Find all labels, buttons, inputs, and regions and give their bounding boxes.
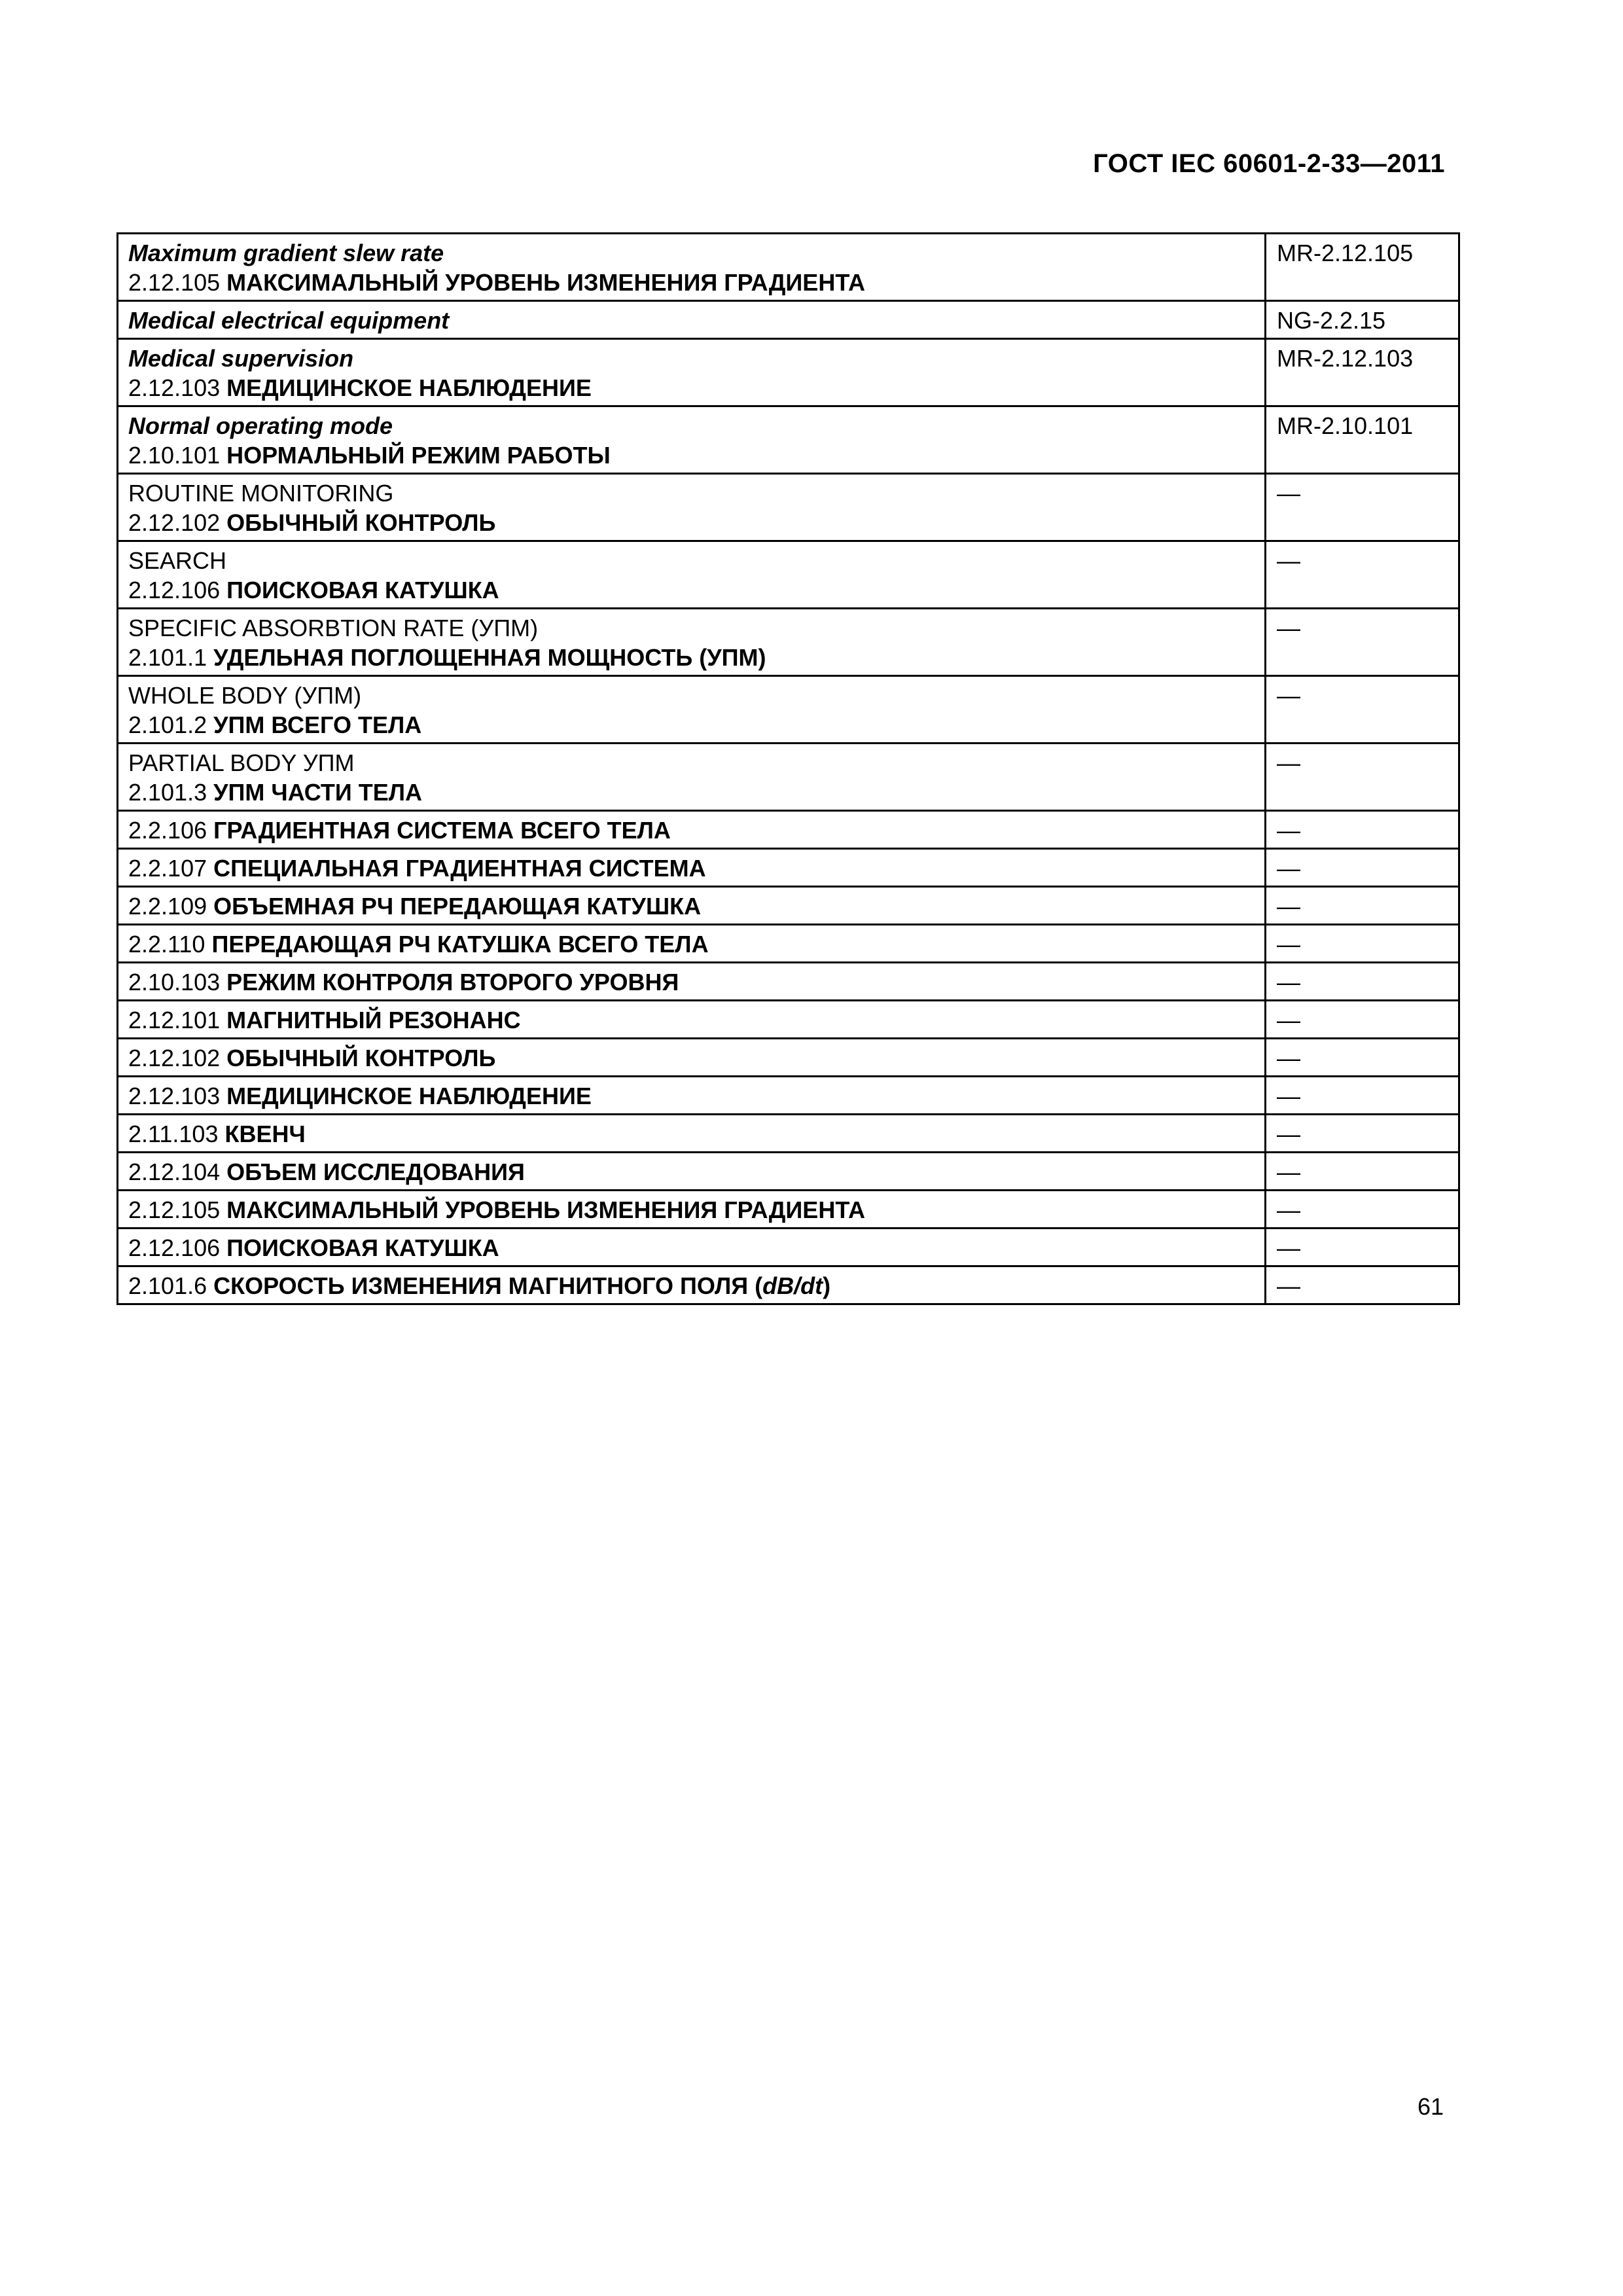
russian-term-text: МАКСИМАЛЬНЫЙ УРОВЕНЬ ИЗМЕНЕНИЯ ГРАДИЕНТА — [226, 1196, 866, 1223]
table-row — [118, 541, 1459, 609]
russian-term-line — [128, 710, 1255, 740]
english-term: WHOLE BODY (УПМ) — [128, 682, 362, 709]
russian-term-line — [128, 853, 1255, 883]
clause-number: 2.2.106 — [128, 817, 207, 844]
russian-term-title — [226, 1196, 865, 1223]
table-row — [118, 925, 1459, 963]
table-body — [118, 234, 1459, 1304]
russian-term-text: МЕДИЦИНСКОЕ НАБЛЮДЕНИЕ — [226, 1083, 592, 1109]
clause-number: 2.12.101 — [128, 1007, 221, 1033]
reference-cell: — — [1266, 811, 1459, 849]
russian-term-suffix: ) — [823, 1272, 831, 1299]
table-row — [118, 963, 1459, 1001]
term-cell — [118, 963, 1266, 1001]
russian-term-text: ОБЪЕМ ИССЛЕДОВАНИЯ — [226, 1158, 525, 1185]
table-row — [118, 1001, 1459, 1039]
russian-term-text: РЕЖИМ КОНТРОЛЯ ВТОРОГО УРОВНЯ — [226, 969, 679, 996]
russian-term-text: ГРАДИЕНТНАЯ СИСТЕМА ВСЕГО ТЕЛА — [213, 817, 671, 844]
english-term: Medical supervision — [128, 345, 354, 372]
term-cell — [118, 1077, 1266, 1115]
clause-number: 2.2.110 — [128, 931, 205, 958]
russian-term-text: МАГНИТНЫЙ РЕЗОНАНС — [226, 1007, 521, 1033]
russian-term-line — [128, 1043, 1255, 1073]
russian-term-text: УПМ ЧАСТИ ТЕЛА — [213, 779, 423, 806]
clause-number: 2.12.102 — [128, 509, 221, 536]
clause-number: 2.10.103 — [128, 969, 221, 996]
russian-term-text: МАКСИМАЛЬНЫЙ УРОВЕНЬ ИЗМЕНЕНИЯ ГРАДИЕНТА — [226, 269, 866, 296]
reference-cell: — — [1266, 849, 1459, 887]
english-term: Maximum gradient slew rate — [128, 240, 444, 266]
term-cell — [118, 849, 1266, 887]
term-cell — [118, 474, 1266, 541]
reference-cell: — — [1266, 1266, 1459, 1304]
russian-term-title — [226, 1007, 520, 1033]
russian-term-title — [211, 931, 708, 958]
clause-number: 2.12.105 — [128, 1196, 221, 1223]
table-row — [118, 811, 1459, 849]
russian-term-title — [226, 1158, 525, 1185]
term-cell — [118, 234, 1266, 301]
reference-cell: — — [1266, 541, 1459, 609]
clause-number: 2.12.103 — [128, 1083, 221, 1109]
clause-number: 2.101.2 — [128, 711, 207, 738]
russian-term-text: СПЕЦИАЛЬНАЯ ГРАДИЕНТНАЯ СИСТЕМА — [213, 855, 706, 882]
russian-term-title — [226, 442, 611, 469]
russian-term-title — [213, 711, 421, 738]
russian-term-line — [128, 1157, 1255, 1187]
russian-term-line — [128, 1233, 1255, 1263]
reference-cell: — — [1266, 609, 1459, 676]
table-row — [118, 406, 1459, 474]
clause-number: 2.12.106 — [128, 577, 221, 603]
page-header-standard-code: ГОСТ IEC 60601-2-33—2011 — [1093, 149, 1445, 178]
term-cell — [118, 301, 1266, 339]
term-cell — [118, 676, 1266, 744]
reference-cell: — — [1266, 1191, 1459, 1229]
clause-number: 2.2.109 — [128, 893, 207, 920]
russian-term-italic-part: dB/dt — [762, 1272, 823, 1299]
russian-term-title — [226, 509, 495, 536]
reference-cell: — — [1266, 474, 1459, 541]
terms-index-table — [116, 232, 1460, 1305]
table-row — [118, 474, 1459, 541]
russian-term-text: ОБЫЧНЫЙ КОНТРОЛЬ — [226, 1045, 496, 1071]
clause-number: 2.10.101 — [128, 442, 221, 469]
russian-term-line — [128, 1271, 1255, 1300]
table-row — [118, 301, 1459, 339]
russian-term-line — [128, 778, 1255, 807]
table-row — [118, 1039, 1459, 1077]
russian-term-line — [128, 967, 1255, 997]
russian-term-text: МЕДИЦИНСКОЕ НАБЛЮДЕНИЕ — [226, 374, 592, 401]
russian-term-line — [128, 373, 1255, 403]
term-cell — [118, 1115, 1266, 1153]
table-row — [118, 1191, 1459, 1229]
russian-term-text: УПМ ВСЕГО ТЕЛА — [213, 711, 422, 738]
russian-term-line — [128, 440, 1255, 470]
clause-number: 2.12.104 — [128, 1158, 221, 1185]
russian-term-title — [226, 1083, 592, 1109]
english-term: SEARCH — [128, 547, 227, 574]
reference-cell: — — [1266, 1039, 1459, 1077]
reference-cell: MR-2.12.105 — [1266, 234, 1459, 301]
term-cell — [118, 1229, 1266, 1266]
russian-term-text: ОБЫЧНЫЙ КОНТРОЛЬ — [226, 509, 496, 536]
table-row — [118, 676, 1459, 744]
reference-cell: MR-2.10.101 — [1266, 406, 1459, 474]
russian-term-title — [226, 577, 499, 603]
russian-term-text: КВЕНЧ — [224, 1121, 306, 1147]
russian-term-line — [128, 575, 1255, 605]
clause-number: 2.12.106 — [128, 1234, 221, 1261]
russian-term-text: ПЕРЕДАЮЩАЯ РЧ КАТУШКА ВСЕГО ТЕЛА — [211, 931, 709, 958]
russian-term-title — [224, 1121, 305, 1147]
term-cell — [118, 811, 1266, 849]
term-cell — [118, 609, 1266, 676]
russian-term-text: УДЕЛЬНАЯ ПОГЛОЩЕННАЯ МОЩНОСТЬ (УПМ) — [213, 644, 766, 671]
table-row — [118, 1153, 1459, 1191]
term-cell — [118, 1001, 1266, 1039]
russian-term-text: НОРМАЛЬНЫЙ РЕЖИМ РАБОТЫ — [226, 442, 611, 469]
table-row — [118, 849, 1459, 887]
english-term: Medical electrical equipment — [128, 307, 450, 334]
clause-number: 2.12.102 — [128, 1045, 221, 1071]
russian-term-text: ПОИСКОВАЯ КАТУШКА — [226, 577, 499, 603]
clause-number: 2.12.105 — [128, 269, 221, 296]
russian-term-line — [128, 1081, 1255, 1111]
term-cell — [118, 1191, 1266, 1229]
table-row — [118, 744, 1459, 811]
clause-number: 2.101.3 — [128, 779, 207, 806]
term-cell — [118, 1039, 1266, 1077]
russian-term-text: ПОИСКОВАЯ КАТУШКА — [226, 1234, 499, 1261]
russian-term-title — [213, 779, 422, 806]
russian-term-title — [213, 1272, 830, 1299]
russian-term-title — [213, 893, 701, 920]
reference-cell: — — [1266, 963, 1459, 1001]
english-term: Normal operating mode — [128, 412, 393, 439]
reference-cell: — — [1266, 1115, 1459, 1153]
russian-term-title — [213, 644, 766, 671]
term-cell — [118, 541, 1266, 609]
clause-number: 2.101.6 — [128, 1272, 207, 1299]
term-cell — [118, 925, 1266, 963]
russian-term-title — [226, 1234, 499, 1261]
reference-cell: — — [1266, 744, 1459, 811]
reference-cell: — — [1266, 676, 1459, 744]
table-row — [118, 1077, 1459, 1115]
russian-term-line — [128, 929, 1255, 959]
term-cell — [118, 744, 1266, 811]
clause-number: 2.11.103 — [128, 1121, 219, 1147]
russian-term-line — [128, 1119, 1255, 1149]
clause-number: 2.2.107 — [128, 855, 207, 882]
russian-term-title — [226, 1045, 495, 1071]
term-cell — [118, 406, 1266, 474]
english-term: SPECIFIC ABSORBTION RATE (УПМ) — [128, 615, 539, 641]
table-row — [118, 1115, 1459, 1153]
clause-number: 2.101.1 — [128, 644, 207, 671]
reference-cell: — — [1266, 1001, 1459, 1039]
table-row — [118, 339, 1459, 406]
russian-term-line — [128, 643, 1255, 672]
page-number: 61 — [1417, 2093, 1444, 2120]
russian-term-line — [128, 816, 1255, 845]
reference-cell: — — [1266, 925, 1459, 963]
clause-number: 2.12.103 — [128, 374, 221, 401]
reference-cell: NG-2.2.15 — [1266, 301, 1459, 339]
term-cell — [118, 887, 1266, 925]
russian-term-title — [226, 269, 865, 296]
reference-cell: — — [1266, 1229, 1459, 1266]
term-cell — [118, 1153, 1266, 1191]
russian-term-title — [213, 855, 705, 882]
english-term: ROUTINE MONITORING — [128, 480, 394, 507]
russian-term-line — [128, 268, 1255, 297]
reference-cell: — — [1266, 1077, 1459, 1115]
russian-term-line — [128, 1195, 1255, 1225]
term-cell — [118, 1266, 1266, 1304]
reference-cell: MR-2.12.103 — [1266, 339, 1459, 406]
table-row — [118, 1229, 1459, 1266]
table-row — [118, 887, 1459, 925]
term-cell — [118, 339, 1266, 406]
russian-term-title — [226, 374, 592, 401]
russian-term-title — [213, 817, 671, 844]
english-term: PARTIAL BODY УПМ — [128, 749, 355, 776]
russian-term-line — [128, 891, 1255, 921]
reference-cell: — — [1266, 1153, 1459, 1191]
table-row — [118, 234, 1459, 301]
table-row — [118, 1266, 1459, 1304]
russian-term-line — [128, 1005, 1255, 1035]
reference-cell: — — [1266, 887, 1459, 925]
russian-term-text: СКОРОСТЬ ИЗМЕНЕНИЯ МАГНИТНОГО ПОЛЯ ( — [213, 1272, 763, 1299]
russian-term-line — [128, 508, 1255, 537]
russian-term-text: ОБЪЕМНАЯ РЧ ПЕРЕДАЮЩАЯ КАТУШКА — [213, 893, 702, 920]
table-row — [118, 609, 1459, 676]
russian-term-title — [226, 969, 679, 996]
